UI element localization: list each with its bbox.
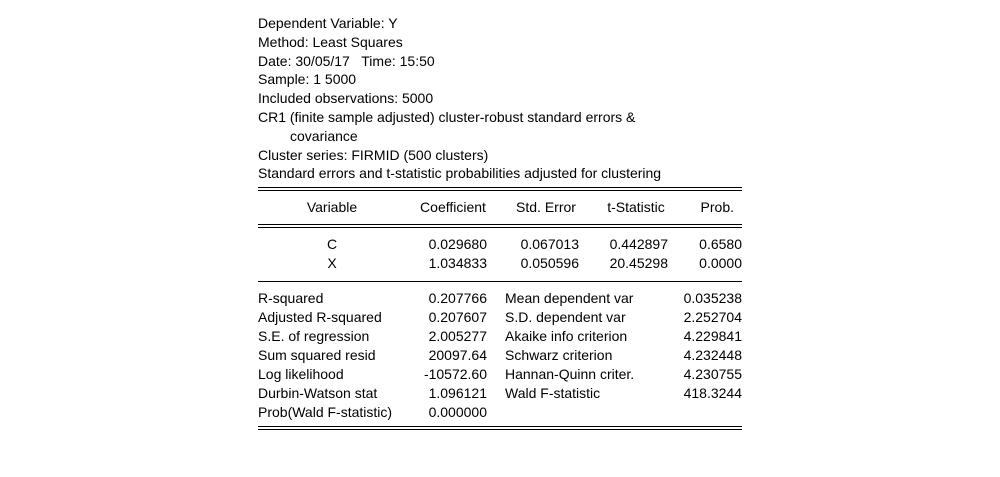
- stat-label: Prob(Wald F-statistic): [258, 404, 393, 421]
- top-double-rule: [258, 187, 742, 191]
- column-header-row: [258, 197, 742, 218]
- stat-label: Akaike info criterion: [505, 328, 628, 345]
- stat-label: Mean dependent var: [505, 290, 634, 307]
- sample-line: Sample: 1 5000: [258, 71, 357, 88]
- stats-row: [258, 346, 742, 365]
- stat-label: Log likelihood: [258, 366, 344, 383]
- estimation-header: [258, 14, 742, 183]
- stat-label: Hannan-Quinn criter.: [505, 366, 635, 383]
- method-line: Method: Least Squares: [258, 33, 403, 50]
- coefficient-value: 1.034833: [428, 255, 487, 272]
- coefficient-value: 0.029680: [428, 236, 487, 253]
- table-row: [258, 235, 742, 254]
- std-error-value: 0.067013: [520, 236, 579, 253]
- stat-label: Durbin-Watson stat: [258, 385, 378, 402]
- stat-value: 0.000000: [428, 404, 487, 421]
- prob-value: 0.6580: [699, 236, 742, 253]
- stat-value: 4.230755: [683, 366, 742, 383]
- stats-row: [258, 365, 742, 384]
- std-error-value: 0.050596: [520, 255, 579, 272]
- stats-row: [258, 384, 742, 403]
- variable-name: C: [326, 236, 338, 253]
- header-variable: Variable: [306, 199, 358, 216]
- regression-output: [258, 14, 742, 430]
- variable-name: X: [327, 255, 337, 272]
- stat-value: 4.232448: [683, 347, 742, 364]
- stats-row: [258, 327, 742, 346]
- table-row: [258, 254, 742, 273]
- coefficient-table: [258, 235, 742, 273]
- prob-value: 0.0000: [699, 255, 742, 272]
- observations-line: Included observations: 5000: [258, 90, 434, 107]
- bottom-double-rule: [258, 426, 742, 430]
- stat-label: Schwarz criterion: [505, 347, 613, 364]
- adjustment-note-line: Standard errors and t-statistic probabilities adjusted for clustering: [258, 165, 662, 182]
- stats-row: [258, 308, 742, 327]
- stat-value: 2.005277: [428, 328, 487, 345]
- header-prob: Prob.: [700, 199, 734, 216]
- t-statistic-value: 20.45298: [609, 255, 668, 272]
- stat-value: 1.096121: [428, 385, 487, 402]
- stat-label: S.E. of regression: [258, 328, 370, 345]
- stat-value: 0.207607: [428, 309, 487, 326]
- stat-value: 0.207766: [428, 290, 487, 307]
- stat-label: Sum squared resid: [258, 347, 376, 364]
- cr1-line: CR1 (finite sample adjusted) cluster-robust standard errors &: [258, 108, 636, 125]
- stat-label: Adjusted R-squared: [258, 309, 382, 326]
- cr1-line-continued: covariance: [290, 127, 358, 144]
- stats-row: [258, 403, 742, 422]
- stats-row: [258, 289, 742, 308]
- summary-statistics: [258, 289, 742, 422]
- stat-value: 4.229841: [683, 328, 742, 345]
- t-statistic-value: 0.442897: [609, 236, 668, 253]
- date-time-line: Date: 30/05/17 Time: 15:50: [258, 52, 435, 69]
- stat-label: R-squared: [258, 290, 324, 307]
- header-coefficient: Coefficient: [420, 199, 486, 216]
- header-std-error: Std. Error: [516, 199, 576, 216]
- dependent-variable-line: Dependent Variable: Y: [258, 15, 398, 31]
- stat-label: Wald F-statistic: [505, 385, 601, 402]
- stat-value: 0.035238: [683, 290, 742, 307]
- stat-value: -10572.60: [423, 366, 487, 383]
- header-t-statistic: t-Statistic: [607, 199, 665, 216]
- stat-label: S.D. dependent var: [505, 309, 626, 326]
- cluster-series-line: Cluster series: FIRMID (500 clusters): [258, 146, 489, 163]
- stat-value: 20097.64: [428, 347, 487, 364]
- stat-value: 418.3244: [683, 385, 742, 402]
- stat-value: 2.252704: [683, 309, 742, 326]
